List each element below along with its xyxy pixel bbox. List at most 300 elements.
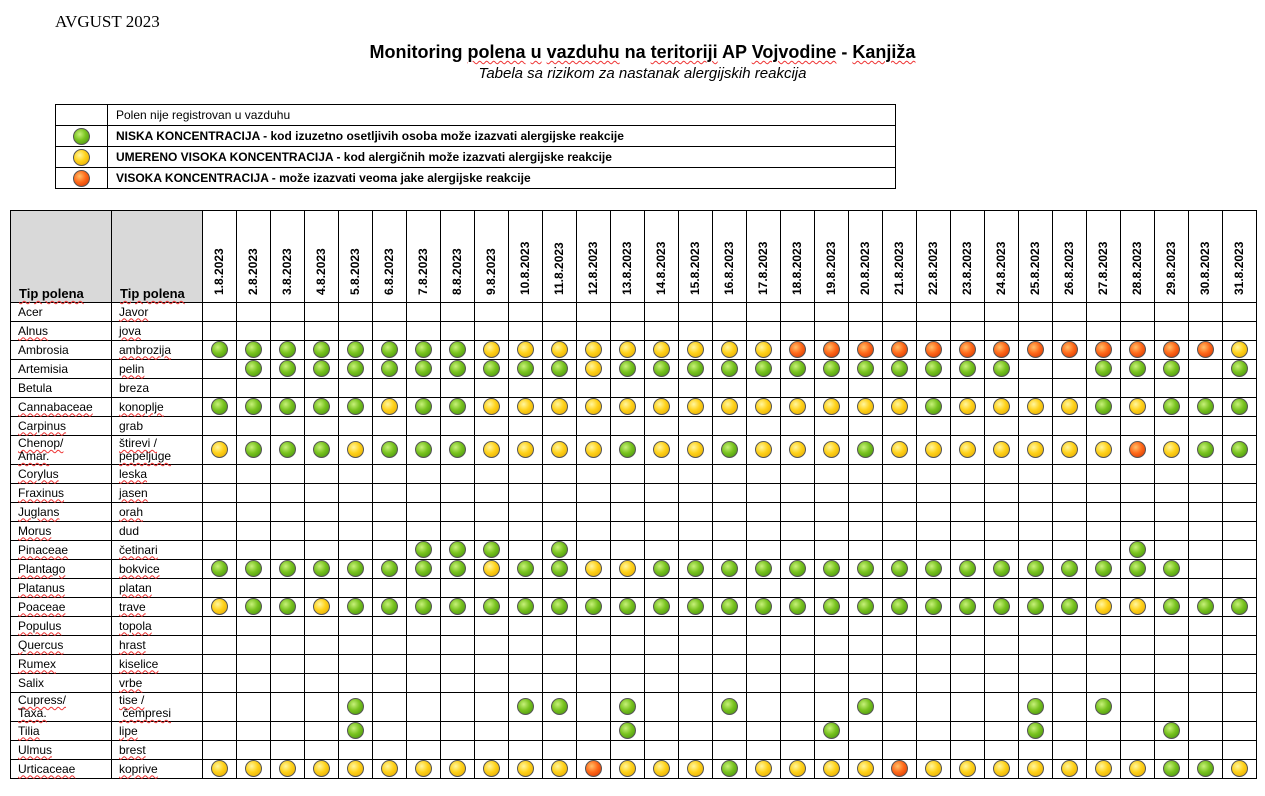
low-level-dot	[347, 398, 364, 415]
level-cell	[849, 722, 883, 741]
level-cell	[237, 617, 271, 636]
pollen-latin-name	[11, 379, 112, 398]
level-cell	[1189, 655, 1223, 674]
level-cell	[1087, 341, 1121, 360]
level-cell	[815, 303, 849, 322]
pollen-latin-name	[11, 722, 112, 741]
level-cell	[543, 560, 577, 579]
level-cell	[203, 341, 237, 360]
low-level-dot	[721, 560, 738, 577]
level-cell	[407, 636, 441, 655]
level-cell	[577, 417, 611, 436]
moderate-level-dot	[619, 398, 636, 415]
pollen-local-name	[112, 379, 203, 398]
date-label: 4.8.2023	[314, 248, 328, 295]
level-cell	[747, 484, 781, 503]
level-cell	[781, 322, 815, 341]
level-cell	[747, 436, 781, 465]
name-text: Ambrosia	[18, 342, 69, 357]
level-cell	[679, 322, 713, 341]
pollen-local-name	[112, 636, 203, 655]
moderate-level-dot	[347, 441, 364, 458]
level-cell	[577, 760, 611, 779]
level-cell	[747, 674, 781, 693]
level-cell	[441, 379, 475, 398]
level-cell	[373, 579, 407, 598]
low-level-dot	[381, 441, 398, 458]
low-level-dot	[1163, 722, 1180, 739]
level-cell	[1189, 741, 1223, 760]
level-cell	[1087, 674, 1121, 693]
level-cell	[339, 636, 373, 655]
level-cell	[883, 598, 917, 617]
level-cell	[781, 522, 815, 541]
legend-icon-cell	[56, 105, 108, 126]
level-cell	[509, 541, 543, 560]
level-cell	[985, 655, 1019, 674]
level-cell	[985, 598, 1019, 617]
level-cell	[985, 379, 1019, 398]
level-cell	[1223, 398, 1257, 417]
level-cell	[849, 503, 883, 522]
level-cell	[1087, 636, 1121, 655]
level-cell	[373, 465, 407, 484]
level-cell	[985, 722, 1019, 741]
level-cell	[917, 722, 951, 741]
moderate-level-dot	[789, 398, 806, 415]
level-cell	[305, 303, 339, 322]
level-cell	[509, 617, 543, 636]
name-text: kiselice	[119, 656, 159, 671]
pollen-latin-name	[11, 341, 112, 360]
low-level-dot	[245, 398, 262, 415]
level-cell	[577, 636, 611, 655]
level-cell	[815, 636, 849, 655]
level-cell	[815, 522, 849, 541]
level-cell	[1087, 655, 1121, 674]
level-cell	[883, 541, 917, 560]
level-cell	[577, 484, 611, 503]
level-cell	[407, 722, 441, 741]
level-cell	[1223, 617, 1257, 636]
level-cell	[883, 398, 917, 417]
name-text: dud	[119, 523, 140, 538]
level-cell	[577, 322, 611, 341]
high-level-dot	[993, 341, 1010, 358]
level-cell	[543, 674, 577, 693]
title-word: Monitoring	[369, 42, 463, 62]
level-cell	[407, 398, 441, 417]
level-cell	[543, 503, 577, 522]
level-cell	[747, 617, 781, 636]
level-cell	[713, 465, 747, 484]
level-cell	[883, 760, 917, 779]
level-cell	[305, 417, 339, 436]
level-cell	[1121, 674, 1155, 693]
moderate-level-dot	[687, 760, 704, 777]
pollen-latin-name	[11, 465, 112, 484]
low-level-dot	[381, 560, 398, 577]
moderate-level-dot	[1129, 398, 1146, 415]
date-label: 31.8.2023	[1232, 241, 1246, 295]
pollen-latin-name	[11, 655, 112, 674]
level-cell	[373, 674, 407, 693]
high-level-dot	[857, 341, 874, 358]
pollen-latin-name	[11, 417, 112, 436]
level-cell	[747, 541, 781, 560]
pollen-local-name	[112, 484, 203, 503]
low-level-dot	[1027, 560, 1044, 577]
date-header	[441, 211, 475, 303]
level-cell	[203, 541, 237, 560]
low-level-dot	[279, 560, 296, 577]
low-level-dot	[245, 598, 262, 615]
level-cell	[1121, 636, 1155, 655]
table-row	[11, 436, 1257, 465]
level-cell	[917, 503, 951, 522]
level-cell	[305, 674, 339, 693]
level-cell	[645, 341, 679, 360]
level-cell	[1189, 322, 1223, 341]
low-level-dot	[551, 541, 568, 558]
level-cell	[985, 541, 1019, 560]
level-cell	[543, 693, 577, 722]
level-cell	[781, 541, 815, 560]
level-cell	[679, 522, 713, 541]
low-level-dot	[1095, 398, 1112, 415]
level-cell	[849, 636, 883, 655]
moderate-level-dot	[1095, 441, 1112, 458]
pollen-latin-name	[11, 617, 112, 636]
level-cell	[1223, 598, 1257, 617]
level-cell	[237, 674, 271, 693]
low-level-dot	[483, 598, 500, 615]
level-cell	[883, 674, 917, 693]
name-text: hrast	[119, 637, 146, 652]
level-cell	[815, 398, 849, 417]
low-level-dot	[551, 698, 568, 715]
level-cell	[271, 360, 305, 379]
date-header	[475, 211, 509, 303]
level-cell	[407, 693, 441, 722]
level-cell	[815, 760, 849, 779]
level-cell	[1121, 303, 1155, 322]
level-cell	[985, 693, 1019, 722]
low-level-dot	[619, 722, 636, 739]
low-level-dot	[789, 560, 806, 577]
moderate-level-dot	[789, 760, 806, 777]
level-cell	[203, 741, 237, 760]
level-cell	[611, 598, 645, 617]
date-header	[1053, 211, 1087, 303]
level-cell	[339, 560, 373, 579]
level-cell	[577, 341, 611, 360]
level-cell	[237, 722, 271, 741]
high-level-dot	[891, 341, 908, 358]
moderate-level-dot	[1129, 598, 1146, 615]
level-cell	[645, 484, 679, 503]
level-cell	[1189, 541, 1223, 560]
level-cell	[509, 760, 543, 779]
low-level-dot	[959, 360, 976, 377]
pollen-latin-name	[11, 560, 112, 579]
level-cell	[543, 465, 577, 484]
level-cell	[1121, 760, 1155, 779]
level-cell	[713, 417, 747, 436]
level-cell	[373, 503, 407, 522]
level-cell	[441, 617, 475, 636]
level-cell	[271, 436, 305, 465]
legend-description: - kod izuzetno osetljivih osoba može izazvati alergijske reakcije	[259, 129, 624, 143]
level-cell	[203, 436, 237, 465]
table-row	[11, 655, 1257, 674]
level-cell	[407, 503, 441, 522]
level-cell	[611, 655, 645, 674]
moderate-level-dot	[721, 341, 738, 358]
level-cell	[441, 484, 475, 503]
level-cell	[577, 722, 611, 741]
legend-icon-cell	[56, 168, 108, 189]
level-cell	[1155, 655, 1189, 674]
moderate-level-dot	[891, 398, 908, 415]
level-cell	[237, 655, 271, 674]
page-subtitle: Tabela sa rizikom za nastanak alergijskih reakcija	[478, 65, 807, 82]
level-cell	[1189, 674, 1223, 693]
name-text: topola	[119, 618, 152, 633]
level-cell	[815, 417, 849, 436]
level-cell	[917, 617, 951, 636]
level-cell	[1087, 436, 1121, 465]
level-cell	[407, 741, 441, 760]
title-word: Kanjiža	[852, 42, 916, 62]
level-cell	[203, 303, 237, 322]
level-cell	[237, 760, 271, 779]
low-level-dot	[857, 698, 874, 715]
level-cell	[1053, 636, 1087, 655]
name-text: Rumex	[18, 656, 57, 671]
pollen-local-name	[112, 655, 203, 674]
yellow-circle-icon	[73, 149, 90, 166]
legend-row	[56, 168, 896, 189]
date-header	[543, 211, 577, 303]
low-level-dot	[347, 360, 364, 377]
pollen-local-name	[112, 560, 203, 579]
level-cell	[679, 417, 713, 436]
level-cell	[577, 598, 611, 617]
level-cell	[951, 398, 985, 417]
level-cell	[373, 693, 407, 722]
low-level-dot	[449, 360, 466, 377]
level-cell	[1223, 322, 1257, 341]
moderate-level-dot	[959, 760, 976, 777]
level-cell	[985, 465, 1019, 484]
date-header	[237, 211, 271, 303]
level-cell	[1053, 341, 1087, 360]
level-cell	[509, 522, 543, 541]
low-level-dot	[313, 441, 330, 458]
date-label: 3.8.2023	[280, 248, 294, 295]
level-cell	[815, 579, 849, 598]
level-cell	[373, 560, 407, 579]
table-row	[11, 360, 1257, 379]
high-level-dot	[1163, 341, 1180, 358]
level-cell	[1019, 522, 1053, 541]
low-level-dot	[483, 360, 500, 377]
level-cell	[1155, 322, 1189, 341]
date-label: 7.8.2023	[416, 248, 430, 295]
low-level-dot	[1197, 760, 1214, 777]
level-cell	[373, 655, 407, 674]
level-cell	[1121, 579, 1155, 598]
level-cell	[951, 636, 985, 655]
level-cell	[713, 760, 747, 779]
date-header	[917, 211, 951, 303]
high-level-dot	[585, 760, 602, 777]
table-row	[11, 560, 1257, 579]
moderate-level-dot	[891, 441, 908, 458]
level-cell	[679, 722, 713, 741]
level-cell	[577, 398, 611, 417]
level-cell	[237, 398, 271, 417]
low-level-dot	[517, 598, 534, 615]
level-cell	[645, 655, 679, 674]
date-header	[747, 211, 781, 303]
low-level-dot	[449, 441, 466, 458]
level-cell	[1189, 598, 1223, 617]
level-cell	[917, 693, 951, 722]
low-level-dot	[551, 560, 568, 577]
level-cell	[543, 341, 577, 360]
moderate-level-dot	[381, 760, 398, 777]
level-cell	[271, 636, 305, 655]
level-cell	[1223, 693, 1257, 722]
level-cell	[645, 417, 679, 436]
low-level-dot	[687, 360, 704, 377]
level-cell	[1121, 417, 1155, 436]
level-cell	[917, 541, 951, 560]
moderate-level-dot	[211, 441, 228, 458]
level-cell	[1121, 655, 1155, 674]
level-cell	[713, 674, 747, 693]
low-level-dot	[415, 360, 432, 377]
low-level-dot	[415, 541, 432, 558]
level-cell	[1189, 484, 1223, 503]
level-cell	[305, 541, 339, 560]
level-cell	[577, 655, 611, 674]
level-cell	[509, 360, 543, 379]
level-cell	[1189, 398, 1223, 417]
date-header	[339, 211, 373, 303]
moderate-level-dot	[517, 441, 534, 458]
level-cell	[509, 436, 543, 465]
level-cell	[237, 693, 271, 722]
level-cell	[237, 341, 271, 360]
level-cell	[577, 579, 611, 598]
level-cell	[883, 741, 917, 760]
level-cell	[1019, 360, 1053, 379]
pollen-local-name	[112, 303, 203, 322]
level-cell	[645, 541, 679, 560]
level-cell	[611, 322, 645, 341]
low-level-dot	[619, 360, 636, 377]
low-level-dot	[313, 560, 330, 577]
level-cell	[1223, 484, 1257, 503]
level-cell	[781, 379, 815, 398]
level-cell	[679, 465, 713, 484]
level-cell	[475, 560, 509, 579]
legend-row	[56, 126, 896, 147]
level-cell	[917, 655, 951, 674]
level-cell	[339, 579, 373, 598]
level-cell	[509, 598, 543, 617]
legend-level-name: VISOKA KONCENTRACIJA	[116, 171, 269, 185]
level-cell	[815, 722, 849, 741]
level-cell	[1019, 484, 1053, 503]
level-cell	[883, 636, 917, 655]
level-cell	[543, 417, 577, 436]
level-cell	[951, 722, 985, 741]
low-level-dot	[1095, 360, 1112, 377]
date-label: 5.8.2023	[348, 248, 362, 295]
pollen-local-name	[112, 417, 203, 436]
level-cell	[747, 722, 781, 741]
pollen-latin-name	[11, 484, 112, 503]
level-cell	[815, 484, 849, 503]
level-cell	[781, 341, 815, 360]
date-header	[1189, 211, 1223, 303]
level-cell	[407, 484, 441, 503]
name-text: Alnus	[18, 323, 49, 338]
level-cell	[747, 417, 781, 436]
level-cell	[1189, 760, 1223, 779]
name-text: Tilia	[18, 723, 40, 738]
moderate-level-dot	[1061, 760, 1078, 777]
level-cell	[1053, 503, 1087, 522]
level-cell	[985, 436, 1019, 465]
moderate-level-dot	[687, 441, 704, 458]
level-cell	[985, 417, 1019, 436]
moderate-level-dot	[313, 598, 330, 615]
level-cell	[1223, 674, 1257, 693]
low-level-dot	[585, 598, 602, 615]
level-cell	[917, 417, 951, 436]
level-cell	[747, 741, 781, 760]
level-cell	[815, 598, 849, 617]
moderate-level-dot	[789, 441, 806, 458]
level-cell	[611, 636, 645, 655]
level-cell	[1121, 541, 1155, 560]
level-cell	[441, 465, 475, 484]
level-cell	[611, 379, 645, 398]
level-cell	[849, 341, 883, 360]
name-text: Urticaceae	[18, 761, 76, 776]
level-cell	[407, 541, 441, 560]
level-cell	[883, 436, 917, 465]
level-cell	[441, 503, 475, 522]
date-label: 11.8.2023	[552, 242, 566, 295]
level-cell	[713, 579, 747, 598]
level-cell	[883, 303, 917, 322]
level-cell	[747, 760, 781, 779]
level-cell	[815, 674, 849, 693]
moderate-level-dot	[551, 398, 568, 415]
level-cell	[577, 741, 611, 760]
level-cell	[237, 741, 271, 760]
moderate-level-dot	[653, 341, 670, 358]
level-cell	[611, 341, 645, 360]
level-cell	[883, 655, 917, 674]
level-cell	[883, 417, 917, 436]
